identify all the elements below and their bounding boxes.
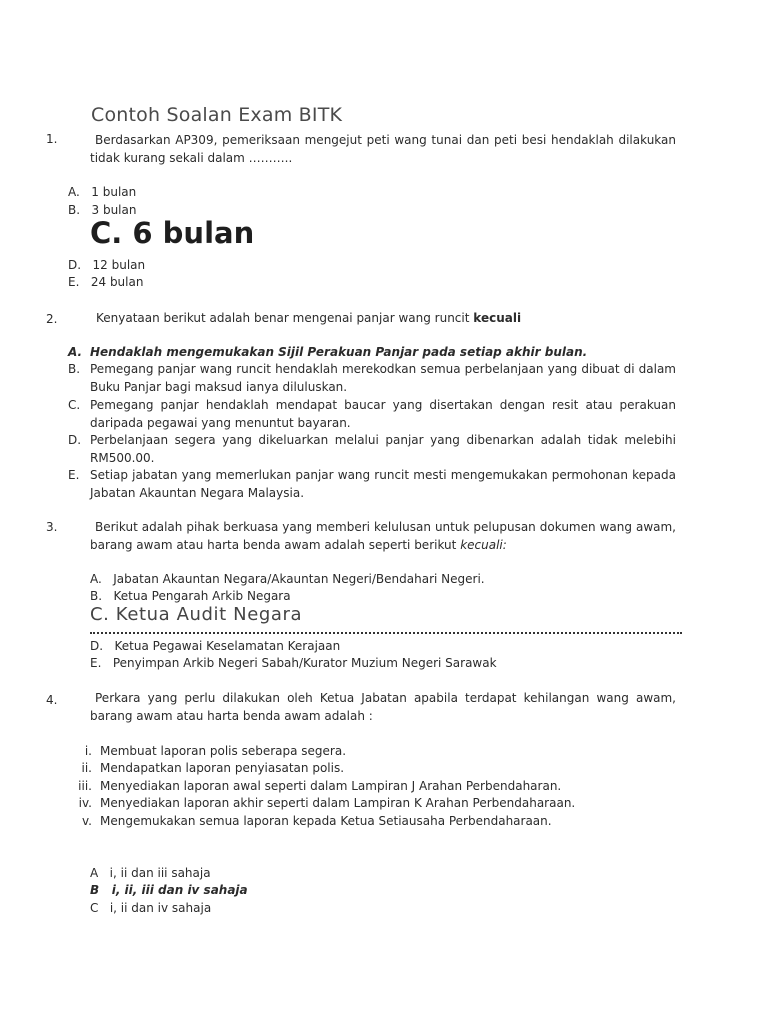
option-text: i, ii, iii dan iv sahaja bbox=[111, 883, 248, 897]
option-label: E. bbox=[90, 656, 102, 670]
q4-option-a bbox=[90, 864, 211, 882]
question-2-number: 2. bbox=[46, 312, 58, 326]
option-label: B. bbox=[68, 203, 81, 217]
item-text: Membuat laporan polis seberapa segera. bbox=[100, 744, 347, 758]
question-1-number: 1. bbox=[46, 132, 58, 146]
option-label: A. bbox=[68, 345, 83, 359]
dotted-divider bbox=[90, 632, 682, 634]
page-title: Contoh Soalan Exam BITK bbox=[91, 104, 343, 126]
item-text: Menyediakan laporan awal seperti dalam Lampiran J Arahan Perbendaharan. bbox=[100, 779, 562, 793]
item-label: iii. bbox=[78, 779, 92, 793]
option-text: Pemegang panjar hendaklah mendapat baucar yang disertakan dengan resit atau perakuan daripada pegawai yang menuntut bayaran. bbox=[90, 398, 676, 430]
option-label: A bbox=[90, 866, 99, 880]
option-text: 1 bulan bbox=[91, 185, 137, 199]
option-text: i, ii dan iii sahaja bbox=[109, 866, 211, 880]
item-text: Mengemukakan semua laporan kepada Ketua Setiausaha Perbendaharaan. bbox=[100, 814, 552, 828]
question-3-number: 3. bbox=[46, 520, 58, 534]
option-label: A. bbox=[68, 185, 80, 199]
option-text: Pemegang panjar wang runcit hendaklah merekodkan semua perbelanjaan yang dibuat di dalam Buku Panjar bagi maksud ianya diluluskan. bbox=[90, 362, 676, 394]
q2-option-c bbox=[68, 396, 676, 432]
option-label: D. bbox=[68, 258, 82, 272]
question-3-stem: Berikut adalah pihak berkuasa yang memberi kelulusan untuk pelupusan dokumen wang awam, barang awam atau harta benda awam adalah seperti berikut bbox=[90, 520, 676, 552]
item-label: ii. bbox=[81, 761, 92, 775]
q4-item-ii bbox=[68, 759, 344, 777]
item-label: i. bbox=[84, 744, 92, 758]
question-4-number: 4. bbox=[46, 693, 58, 707]
q3-option-b bbox=[90, 587, 291, 605]
q2-option-e bbox=[68, 466, 676, 502]
q2-option-a bbox=[68, 343, 676, 361]
option-text: i, ii dan iv sahaja bbox=[109, 901, 212, 915]
q4-option-b bbox=[90, 881, 248, 899]
q3-option-e bbox=[90, 654, 497, 672]
option-text: Setiap jabatan yang memerlukan panjar wang runcit mesti mengemukakan permohonan kepada Jabatan Akauntan Negara Malaysia. bbox=[90, 468, 676, 500]
question-2-stem: Kenyataan berikut adalah benar mengenai panjar wang runcit bbox=[96, 311, 470, 325]
option-label: D. bbox=[68, 433, 82, 447]
option-text: Penyimpan Arkib Negeri Sabah/Kurator Muzium Negeri Sarawak bbox=[112, 656, 497, 670]
q4-item-i bbox=[68, 742, 346, 760]
option-text: Ketua Pegawai Keselamatan Kerajaan bbox=[114, 639, 341, 653]
item-label: v. bbox=[82, 814, 92, 828]
option-text: Ketua Pengarah Arkib Negara bbox=[113, 589, 291, 603]
question-3-text bbox=[90, 518, 676, 554]
q4-item-v bbox=[68, 812, 552, 830]
q3-option-d bbox=[90, 637, 340, 655]
option-label: C. bbox=[68, 398, 81, 412]
option-text: Hendaklah mengemukakan Sijil Perakuan Panjar pada setiap akhir bulan. bbox=[90, 345, 588, 359]
q4-item-iii bbox=[68, 777, 561, 795]
q4-item-iv bbox=[68, 794, 575, 812]
question-2-keyword: kecuali bbox=[473, 311, 522, 325]
q1-option-e bbox=[68, 273, 143, 291]
question-2-text bbox=[96, 309, 521, 327]
option-text: 24 bulan bbox=[90, 275, 144, 289]
item-text: Menyediakan laporan akhir seperti dalam Lampiran K Arahan Perbendaharaan. bbox=[100, 796, 576, 810]
option-text: Perbelanjaan segera yang dikeluarkan melalui panjar yang dibenarkan adalah tidak melebihi RM500.00. bbox=[90, 433, 676, 465]
q1-option-d bbox=[68, 256, 145, 274]
q3-option-a bbox=[90, 570, 485, 588]
q4-option-c bbox=[90, 899, 211, 917]
q2-option-b bbox=[68, 360, 676, 396]
question-4-text: Perkara yang perlu dilakukan oleh Ketua Jabatan apabila terdapat kehilangan wang awam, barang awam atau harta benda awam adalah : bbox=[90, 691, 676, 723]
question-1-text: Berdasarkan AP309, pemeriksaan mengejut peti wang tunai dan peti besi hendaklah dilakukan tidak kurang sekali dalam ……….. bbox=[90, 133, 676, 165]
q1-answer-highlight: C. 6 bulan bbox=[90, 216, 255, 250]
option-text: Jabatan Akauntan Negara/Akauntan Negeri/Bendahari Negeri. bbox=[113, 572, 485, 586]
option-label: E. bbox=[68, 275, 80, 289]
q3-answer-highlight: C. Ketua Audit Negara bbox=[90, 604, 303, 625]
option-label: E. bbox=[68, 468, 80, 482]
option-label: B. bbox=[90, 589, 103, 603]
option-label: C bbox=[90, 901, 99, 915]
q1-option-a bbox=[68, 183, 136, 201]
option-text: 3 bulan bbox=[91, 203, 137, 217]
q2-option-d bbox=[68, 431, 676, 467]
option-label: B bbox=[90, 883, 100, 897]
item-text: Mendapatkan laporan penyiasatan polis. bbox=[100, 761, 345, 775]
option-label: D. bbox=[90, 639, 104, 653]
option-label: A. bbox=[90, 572, 102, 586]
option-label: B. bbox=[68, 362, 81, 376]
question-3-keyword: kecuali: bbox=[460, 538, 507, 552]
item-label: iv. bbox=[78, 796, 92, 810]
option-text: 12 bulan bbox=[92, 258, 146, 272]
